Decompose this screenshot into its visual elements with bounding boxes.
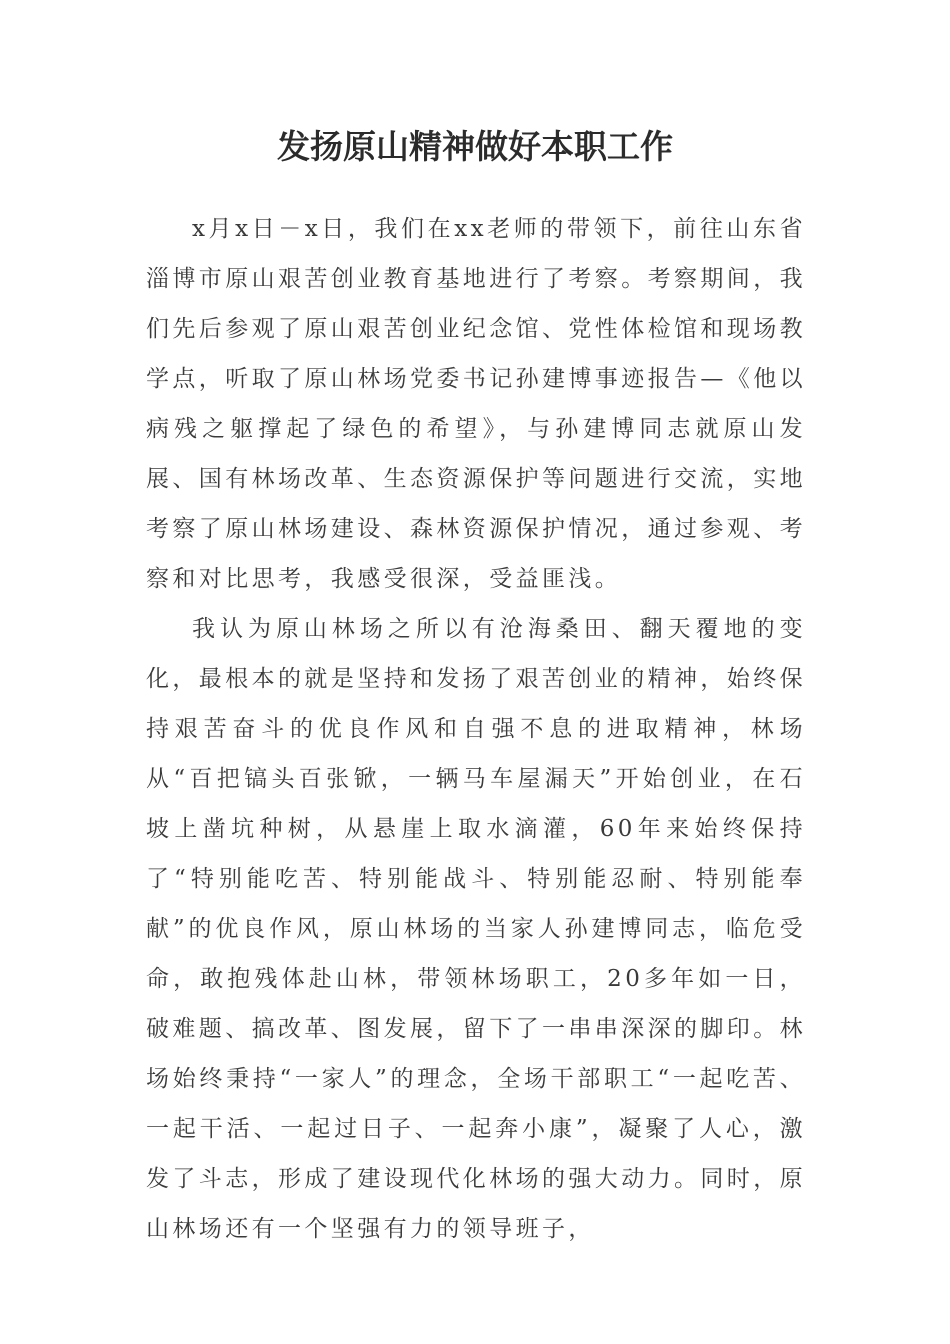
paragraph-2: 我认为原山林场之所以有沧海桑田、翻天覆地的变化，最根本的就是坚持和发扬了艰苦创业的精神，始终保持艰苦奋斗的优良作风和自强不息的进取精神，林场从“百把镐头百张锨，一辆马车屋漏天”开始创业，在石坡上凿坑种树，从悬崖上取水滴灌，60年来始终保持了“特别能吃苦、特别能战斗、特别能忍耐、特别能奉献”的优良作风，原山林场的当家人孙建博同志，临危受命，敢抱残体赴山林，带领林场职工，20多年如一日，破难题、搞改革、图发展，留下了一串串深深的脚印。林场始终秉持“一家人”的理念，全场干部职工“一起吃苦、一起干活、一起过日子、一起奔小康”，凝聚了人心，激发了斗志，形成了建设现代化林场的强大动力。同时，原山林场还有一个坚强有力的领导班子， — [146, 616, 806, 1242]
document-body — [146, 204, 806, 1254]
document-title: 发扬原山精神做好本职工作 — [277, 127, 673, 166]
paragraph-1: x月x日－x日，我们在xx老师的带领下，前往山东省淄博市原山艰苦创业教育基地进行了考察。考察期间，我们先后参观了原山艰苦创业纪念馆、党性体检馆和现场教学点，听取了原山林场党委书记孙建博事迹报告—《他以病残之躯撑起了绿色的希望》，与孙建博同志就原山发展、国有林场改革、生态资源保护等问题进行交流，实地考察了原山林场建设、森林资源保护情况，通过参观、考察和对比思考，我感受很深，受益匪浅。 — [146, 216, 806, 592]
